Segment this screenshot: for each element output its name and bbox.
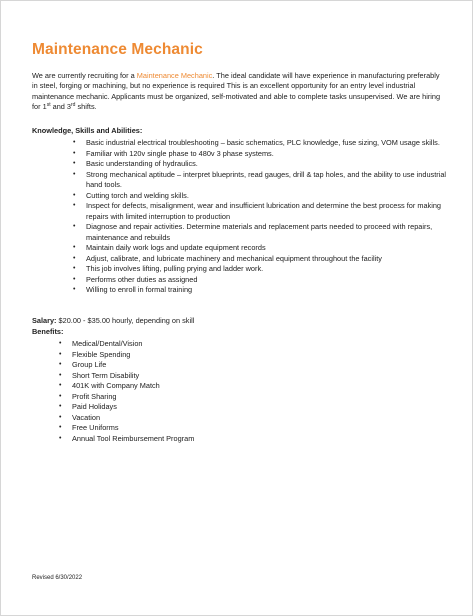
benefit-list-item [59,391,272,403]
ksa-list-item [73,253,448,265]
ksa-list-item [73,169,448,191]
ksa-item-text: Inspect for defects, misalignment, wear and insufficient lubrication and determine the best process for making repairs with limited interruption to production [86,201,441,221]
bullet-icon: • [73,286,76,293]
bullet-icon: • [59,382,62,389]
ksa-list-item [73,201,448,222]
bullet-icon: • [59,350,62,358]
benefit-list-item [59,360,272,371]
ksa-item-text: Cutting torch and welding skills. [86,190,189,200]
bullet-icon: • [59,403,62,410]
benefit-item-text: Short Term Disability [72,370,140,380]
benefit-item-text: Free Uniforms [72,423,119,432]
ksa-item-text: Basic industrial electrical troubleshooting – basic schematics, PLC knowledge, fuse sizing, VOM usage skills. [86,138,440,147]
shift-ordinal-first: st [46,102,51,109]
benefit-item-text: Profit Sharing [72,391,117,401]
ksa-item-text: Willing to enroll in formal training [86,285,193,294]
bullet-icon: • [73,275,76,283]
intro-text-start: We are currently recruiting for a [32,71,137,80]
benefits-heading: Benefits: [32,327,64,336]
bullet-icon: • [73,139,76,146]
intro-text-end: shifts. [75,102,97,112]
benefit-list-item [59,339,272,350]
benefit-item-text: Vacation [72,412,101,422]
salary-value: $20.00 - $35.00 hourly, depending on skill [56,316,195,325]
bullet-icon: • [73,244,76,251]
ksa-list-item [73,285,448,296]
document-title: Maintenance Mechanic [32,41,203,58]
benefit-list-item [59,381,272,392]
benefit-list-item [59,412,272,424]
benefit-list-item [59,349,272,361]
ksa-list-item [73,148,448,160]
ksa-item-text: Adjust, calibrate, and lubricate machinery and mechanical equipment throughout the facility [86,253,382,263]
benefit-list-item [59,402,272,413]
bullet-icon: • [59,392,62,400]
bullet-icon: • [59,413,62,421]
bullet-icon: • [73,191,76,199]
intro-job-title-highlight: Maintenance Mechanic [136,71,213,80]
salary-line [32,316,194,325]
benefit-item-text: Flexible Spending [72,349,131,359]
bullet-icon: • [73,170,76,178]
bullet-icon: • [73,265,76,272]
ksa-item-text: This job involves lifting, pulling prying and ladder work. [86,264,264,273]
intro-text-body: . The ideal candidate will have experience in manufacturing preferably in steel, forging or machining, but no experience is required This is an excellent opportunity for an entry level industrial maintenance mechanic. Applicants must be organized, self-motivated and able to complete tasks unsupervised. We are hiring for 1 [32,71,441,112]
bullet-icon: • [59,434,62,442]
benefits-list [59,339,272,444]
benefit-list-item [59,433,272,445]
benefit-item-text: Annual Tool Reimbursement Program [72,433,195,443]
benefit-list-item [59,423,272,434]
bullet-icon: • [73,254,76,262]
ksa-list-item [73,222,448,243]
bullet-icon: • [73,223,76,230]
intro-paragraph [32,71,446,113]
benefit-item-text: Group Life [72,360,107,369]
bullet-icon: • [59,424,62,431]
bullet-icon: • [73,160,76,167]
benefit-list-item [59,370,272,382]
ksa-list-item [73,264,448,275]
ksa-item-text: Basic understanding of hydraulics. [86,159,198,168]
bullet-icon: • [73,202,76,209]
shift-ordinal-third: rd [71,102,76,109]
bullet-icon: • [59,371,62,379]
ksa-list-item [73,274,448,286]
salary-label: Salary: [32,316,57,325]
ksa-item-text: Performs other duties as assigned [86,274,198,284]
ksa-list [73,138,448,296]
bullet-icon: • [59,340,62,347]
ksa-list-item [73,159,448,170]
benefit-item-text: 401K with Company Match [72,381,160,390]
ksa-list-item [73,190,448,202]
ksa-list-item [73,138,448,149]
ksa-item-text: Diagnose and repair activities. Determine materials and replacement parts needed to proceed with repairs, maintenance and rebuilds [86,222,433,242]
bullet-icon: • [59,361,62,368]
ksa-item-text: Strong mechanical aptitude – interpret blueprints, read gauges, drill & tap holes, and the ability to use industrial hand tools. [86,169,447,189]
bullet-icon: • [73,149,76,157]
intro-text-mid: and 3 [50,102,72,112]
revised-date-footer: Revised 6/30/2022 [32,575,83,581]
ksa-item-text: Familiar with 120v single phase to 480v 3 phase systems. [86,148,274,158]
benefit-item-text: Paid Holidays [72,402,117,411]
ksa-list-item [73,243,448,254]
benefit-item-text: Medical/Dental/Vision [72,339,143,348]
ksa-item-text: Maintain daily work logs and update equipment records [86,243,266,252]
ksa-heading: Knowledge, Skills and Abilities: [32,126,143,135]
